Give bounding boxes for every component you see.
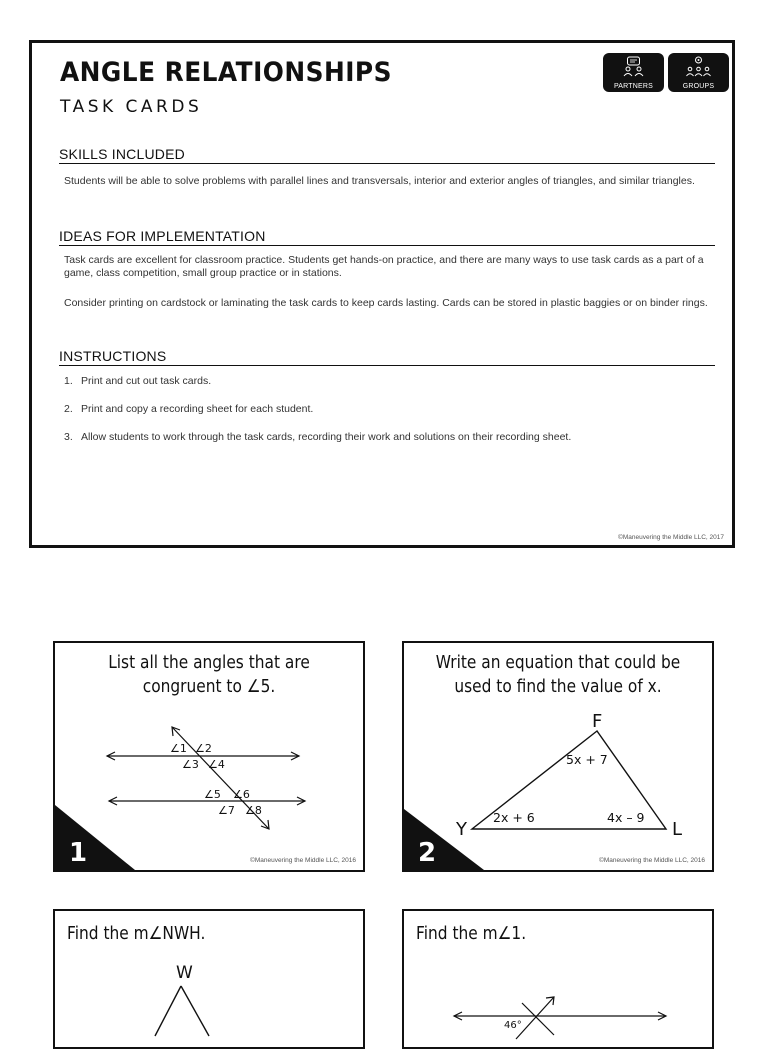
triangle-nwh-diagram <box>55 911 363 1047</box>
list-item: 1. Print and cut out task cards. <box>64 375 212 387</box>
angle-4-label: ∠4 <box>208 758 225 771</box>
angle-8-label: ∠8 <box>245 804 262 817</box>
skills-text: Students will be able to solve problems with parallel lines and transversals, interior and exterior angles of triangles, and similar triangles. <box>64 175 695 187</box>
partners-icon <box>603 54 664 84</box>
angle-46-label: 46° <box>504 1020 522 1031</box>
task-card-3 <box>53 909 365 1049</box>
groups-label: GROUPS <box>682 83 715 90</box>
vertex-f: F <box>592 711 603 732</box>
info-copyright: ©Maneuvering the Middle LLC, 2017 <box>618 534 724 541</box>
card-number-corner <box>404 809 484 870</box>
card-1-number: 1 <box>69 838 88 868</box>
info-panel <box>29 40 735 548</box>
list-item: 2. Print and copy a recording sheet for each student. <box>64 403 314 415</box>
task-card-2 <box>402 641 714 872</box>
instructions-list <box>64 375 714 459</box>
angle-3-label: ∠3 <box>182 758 199 771</box>
vertex-l: L <box>672 819 683 840</box>
transversal-diagram <box>404 911 712 1047</box>
angle-y-expression: 2x + 6 <box>493 810 535 825</box>
card-2-copyright: ©Maneuvering the Middle LLC, 2016 <box>599 857 705 864</box>
card-4-prompt: Find the m∠1. <box>416 924 527 944</box>
groups-icon <box>668 54 729 84</box>
partners-label: PARTNERS <box>613 83 654 90</box>
task-card-1 <box>53 641 365 872</box>
ideas-paragraph-1: Task cards are excellent for classroom practice. Students get hands-on practice, and there are many ways to use task cards as a part of a game, class competition, small group practice or in stations. <box>64 254 704 279</box>
angle-f-expression: 5x + 7 <box>566 752 608 767</box>
partners-badge <box>603 53 664 92</box>
card-2-number: 2 <box>418 838 437 868</box>
groups-badge <box>668 53 729 92</box>
skills-heading: SKILLS INCLUDED <box>59 146 715 164</box>
task-card-4 <box>402 909 714 1049</box>
card-1-prompt: List all the angles that are congruent to ∠5. <box>108 653 310 697</box>
vertex-y: Y <box>456 819 467 840</box>
angle-5-label: ∠5 <box>204 788 221 801</box>
page-title: ANGLE RELATIONSHIPS <box>60 57 392 88</box>
angle-7-label: ∠7 <box>218 804 235 817</box>
ideas-paragraph-2: Consider printing on cardstock or laminating the task cards to keep cards lasting. Cards can be stored in plastic baggies or on binder rings. <box>64 297 708 309</box>
page-subtitle: TASK CARDS <box>60 97 203 117</box>
angle-1-label: ∠1 <box>170 742 187 755</box>
card-1-copyright: ©Maneuvering the Middle LLC, 2016 <box>250 857 356 864</box>
angle-l-expression: 4x – 9 <box>607 810 645 825</box>
card-3-prompt: Find the m∠NWH. <box>67 924 206 944</box>
angle-2-label: ∠2 <box>195 742 212 755</box>
angle-6-label: ∠6 <box>233 788 250 801</box>
card-2-prompt: Write an equation that could be used to find the value of x. <box>435 653 681 697</box>
triangle-diagram <box>404 643 712 870</box>
parallel-lines-diagram <box>55 643 363 870</box>
list-item: 3. Allow students to work through the task cards, recording their work and solutions on their recording sheet. <box>64 431 572 443</box>
instructions-heading: INSTRUCTIONS <box>59 348 715 366</box>
vertex-w: W <box>176 963 193 983</box>
card-number-corner <box>55 805 135 870</box>
ideas-heading: IDEAS FOR IMPLEMENTATION <box>59 228 715 246</box>
